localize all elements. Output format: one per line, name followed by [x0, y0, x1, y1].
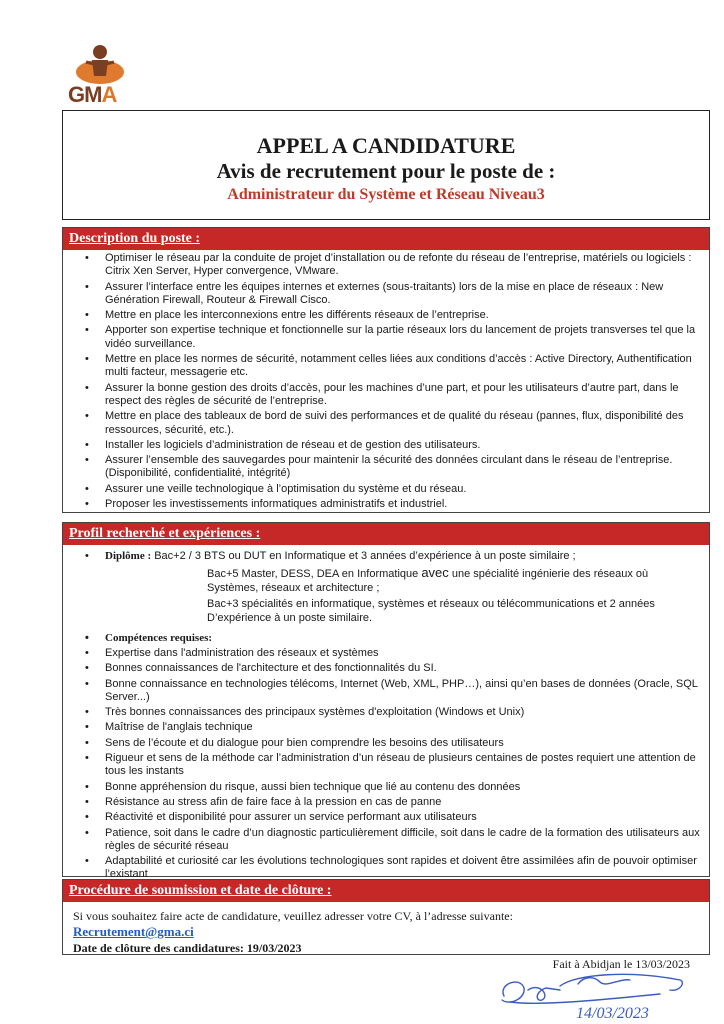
profile-header: Profil recherché et expériences : [63, 523, 709, 545]
page-title: APPEL A CANDIDATURE [256, 133, 516, 158]
list-item: • Mettre en place les interconnexions entre les différents réseaux de l’entreprise. [105, 309, 703, 322]
diploma-option: Bac+3 spécialités en informatique, systèmes et réseaux ou télécommunications et 2 années D’expérience à un poste similaire. [207, 598, 655, 624]
procedure-section [62, 879, 710, 955]
list-item: • Installer les logiciels d’administration de réseau et de gestion des utilisateurs. [105, 439, 703, 452]
list-item: • Assurer l’interface entre les équipes internes et externes (sous-traitants) lors de la mise en place de réseaux : New Génération Firewall, Routeur & Firewall Cisco. [105, 281, 703, 308]
procedure-header: Procédure de soumission et date de clôture : [63, 880, 709, 902]
logo-emblem-icon [72, 40, 132, 86]
competences-list [63, 647, 709, 882]
list-item: • Proposer les investissements informatiques administratifs et industriel. [105, 498, 703, 511]
list-item: • Assurer l’ensemble des sauvegardes pour maintenir la sécurité des données circulant dans le réseau de l’entreprise. (Disponibilité, confidentialité, intégrité) [105, 454, 703, 481]
list-item: • Résistance au stress afin de faire face à la pression en cas de panne [105, 796, 703, 809]
description-header: Description du poste : [63, 228, 709, 250]
list-item: • Réactivité et disponibilité pour assurer un service performant aux utilisateurs [105, 811, 703, 824]
closing-date: Date de clôture des candidatures: 19/03/2023 [73, 941, 302, 955]
list-item: • Expertise dans l'administration des réseaux et systèmes [105, 647, 703, 660]
description-list [63, 252, 709, 511]
procedure-body [63, 902, 709, 956]
company-logo [64, 40, 164, 107]
list-item: • Très bonnes connaissances des principaux systèmes d'exploitation (Windows et Unix) [105, 706, 703, 719]
list-item: • Patience, soit dans le cadre d’un diagnostic particulièrement difficile, soit dans le cadre de la formation des utilisateurs aux règles de sécurité réseau [105, 827, 703, 854]
list-item: • Mettre en place des tableaux de bord de suivi des performances et de qualité du réseau (pannes, flux, disponibilité des ressources, sécurité, etc.). [105, 410, 703, 437]
competences-title: • Compétences requises: [63, 631, 709, 645]
page-subtitle: Avis de recrutement pour le poste de : [216, 159, 556, 183]
signature-place-date: Fait à Abidjan le 13/03/2023 [552, 957, 690, 971]
list-item: • Bonne connaissance en technologies télécoms, Internet (Web, XML, PHP…), ainsi qu’en bases de données (Oracle, SQL Server...) [105, 678, 703, 705]
list-item: • Sens de l’écoute et du dialogue pour bien comprendre les besoins des utilisateurs [105, 737, 703, 750]
list-item: • Bonnes connaissances de l'architecture et des fonctionnalités du SI. [105, 662, 703, 675]
diploma-item: • Diplôme : Bac+2 / 3 BTS ou DUT en Informatique et 3 années d’expérience à un poste similaire ; [63, 549, 709, 563]
list-item: • Optimiser le réseau par la conduite de projet d’installation ou de refonte du réseau de l’entreprise, matériels ou logiciels : Citrix Xen Server, Hyper convergence, VMware. [105, 252, 703, 279]
procedure-text: Si vous souhaitez faire acte de candidature, veuillez adresser votre CV, à l’adresse suivante: [73, 909, 513, 923]
list-item: • Adaptabilité et curiosité car les évolutions technologiques sont rapides et doivent être assimilées afin de pouvoir optimiser l’existant [105, 855, 703, 882]
list-item: • Mettre en place les normes de sécurité, notamment celles liées aux conditions d’accès : Active Directory, Authentification multi facteur, messagerie etc. [105, 353, 703, 380]
diploma-option: Bac+5 Master, DESS, DEA en Informatique avec une spécialité ingénierie des réseaux où Systèmes, réseaux et architecture ; [207, 565, 649, 594]
list-item: • Bonne appréhension du risque, aussi bien technique que lié au contenu des données [105, 781, 703, 794]
email-link[interactable]: Recrutement@gma.ci [73, 924, 194, 939]
job-title: Administrateur du Système et Réseau Niveau3 [227, 186, 545, 203]
title-box [62, 110, 710, 220]
list-item: • Assurer la bonne gestion des droits d’accès, pour les machines d’une part, et pour les utilisateurs d’autre part, dans le respect des règles de sécurité de l’entreprise. [105, 382, 703, 409]
signature-date: 14/03/2023 [576, 1005, 649, 1022]
profile-section [62, 522, 710, 881]
description-section [62, 227, 710, 513]
list-item: • Assurer une veille technologique à l’optimisation du système et du réseau. [105, 483, 703, 496]
list-item: • Rigueur et sens de la méthode car l’administration d’un réseau de plusieurs centaines de postes requiert une attention de tous les instants [105, 752, 703, 779]
list-item: • Apporter son expertise technique et fonctionnelle sur la partie réseaux lors du lancement de projets transverses tel que la vidéo surveillance. [105, 324, 703, 351]
handwritten-signature [480, 966, 700, 1024]
list-item: • Maîtrise de l'anglais technique [105, 721, 703, 734]
logo-text: GMA [68, 82, 117, 107]
